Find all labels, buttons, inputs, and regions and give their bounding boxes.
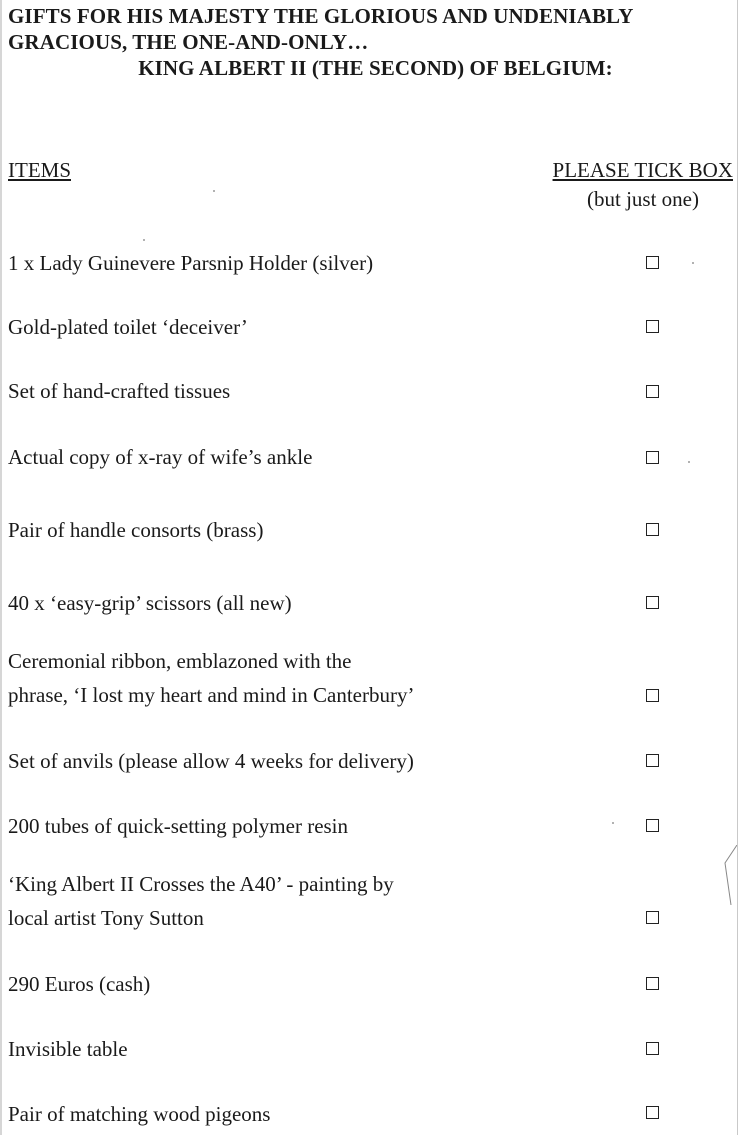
gift-item <box>8 246 648 280</box>
title-line-2: GRACIOUS, THE ONE-AND-ONLY… <box>8 30 369 54</box>
gift-item-text: 40 x ‘easy-grip’ scissors (all new) <box>8 591 292 615</box>
gift-item <box>8 744 648 778</box>
tick-checkbox[interactable] <box>646 523 659 536</box>
tick-checkbox[interactable] <box>646 977 659 990</box>
title-line-3: KING ALBERT II (THE SECOND) OF BELGIUM: <box>138 56 613 80</box>
gift-item <box>8 374 648 408</box>
tick-checkbox[interactable] <box>646 320 659 333</box>
tick-checkbox[interactable] <box>646 819 659 832</box>
gift-item-text: ‘King Albert II Crosses the A40’ - painting by <box>8 872 394 896</box>
gift-item <box>8 644 648 712</box>
paper-speck <box>688 461 690 463</box>
gift-item <box>8 440 648 474</box>
gift-item <box>8 809 648 843</box>
gift-item-text: Set of hand-crafted tissues <box>8 379 231 403</box>
items-column-header: ITEMS <box>8 158 71 182</box>
gift-item-text: Gold-plated toilet ‘deceiver’ <box>8 315 248 339</box>
tick-column-header: PLEASE TICK BOX <box>552 158 733 182</box>
paper-speck <box>213 190 215 192</box>
tick-checkbox[interactable] <box>646 754 659 767</box>
gift-item <box>8 967 648 1001</box>
tick-checkbox[interactable] <box>646 596 659 609</box>
tick-column-note: (but just one) <box>587 187 699 211</box>
gift-item <box>8 867 648 935</box>
gift-item-text: Invisible table <box>8 1037 128 1061</box>
gift-item <box>8 586 648 620</box>
gift-item-text: local artist Tony Sutton <box>8 906 204 930</box>
tick-checkbox[interactable] <box>646 1042 659 1055</box>
paper-speck <box>143 239 145 241</box>
gift-item-text: 290 Euros (cash) <box>8 972 151 996</box>
tick-checkbox[interactable] <box>646 451 659 464</box>
torn-edge-mark <box>723 845 737 905</box>
gift-item <box>8 1097 648 1131</box>
gift-item-text: 1 x Lady Guinevere Parsnip Holder (silver) <box>8 251 374 275</box>
tick-checkbox[interactable] <box>646 256 659 269</box>
gift-item <box>8 310 648 344</box>
gift-item-text: Set of anvils (please allow 4 weeks for delivery) <box>8 749 414 773</box>
gift-item <box>8 1032 648 1066</box>
gift-item-text: Actual copy of x-ray of wife’s ankle <box>8 445 313 469</box>
gift-item-text: Pair of matching wood pigeons <box>8 1102 271 1126</box>
tick-checkbox[interactable] <box>646 385 659 398</box>
tick-checkbox[interactable] <box>646 689 659 702</box>
gift-item-text: 200 tubes of quick-setting polymer resin <box>8 814 349 838</box>
gift-item-text: phrase, ‘I lost my heart and mind in Canterbury’ <box>8 683 415 707</box>
paper-speck <box>692 262 694 264</box>
paper-speck <box>612 822 614 824</box>
gift-item-text: Pair of handle consorts (brass) <box>8 518 264 542</box>
tick-checkbox[interactable] <box>646 1106 659 1119</box>
document-title <box>8 3 743 81</box>
gift-item <box>8 513 648 547</box>
gift-item-text: Ceremonial ribbon, emblazoned with the <box>8 649 352 673</box>
tick-checkbox[interactable] <box>646 911 659 924</box>
title-line-1: GIFTS FOR HIS MAJESTY THE GLORIOUS AND UNDENIABLY <box>8 4 634 28</box>
